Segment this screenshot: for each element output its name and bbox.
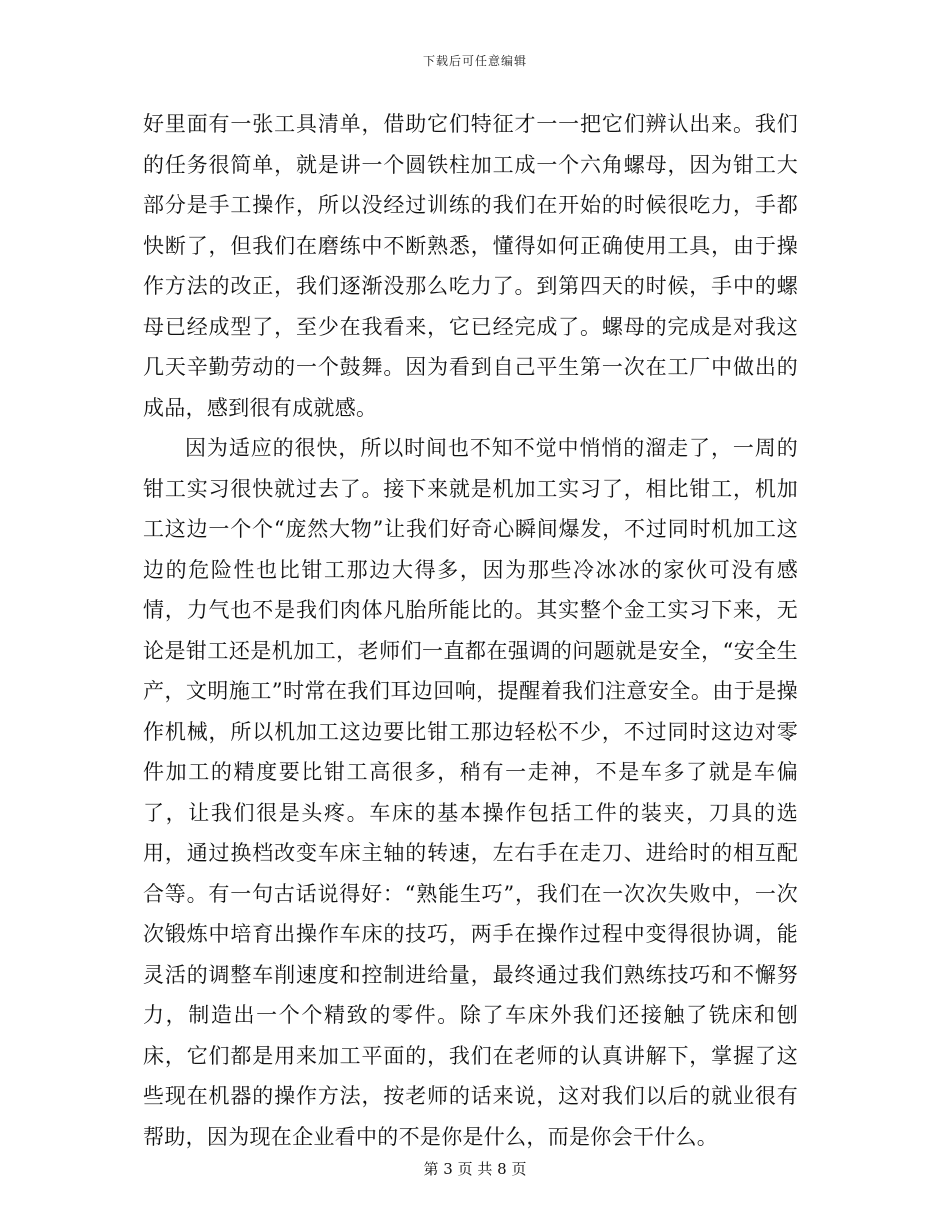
document-body <box>143 104 798 1157</box>
page-number-footer: 第 3 页 共 8 页 <box>423 1160 527 1178</box>
body-paragraph-1: 好里面有一张工具清单，借助它们特征才一一把它们辨认出来。我们的任务很简单，就是讲一个圆铁柱加工成一个六角螺母，因为钳工大部分是手工操作，所以没经过训练的我们在开始的时候很吃力，手都快断了，但我们在磨练中不断熟悉，懂得如何正确使用工具，由于操作方法的改正，我们逐渐没那么吃力了。到第四天的时候，手中的螺母已经成型了，至少在我看来，它已经完成了。螺母的完成是对我这几天辛勤劳动的一个鼓舞。因为看到自己平生第一次在工厂中做出的成品，感到很有成就感。 <box>143 112 798 420</box>
page-header-note: 下载后可任意编辑 <box>422 54 527 68</box>
body-paragraph-2: 因为适应的很快，所以时间也不知不觉中悄悄的溜走了，一周的钳工实习很快就过去了。接下来就是机加工实习了，相比钳工，机加工这边一个个“庞然大物”让我们好奇心瞬间爆发，不过同时机加工这边的危险性也比钳工那边大得多，因为那些冷冰冰的家伙可没有感情，力气也不是我们肉体凡胎所能比的。其实整个金工实习下来，无论是钳工还是机加工，老师们一直都在强调的问题就是安全，“安全生产，文明施工”时常在我们耳边回响，提醒着我们注意安全。由于是操作机械，所以机加工这边要比钳工那边轻松不少，不过同时这边对零件加工的精度要比钳工高很多，稍有一走神，不是车多了就是车偏了，让我们很是头疼。车床的基本操作包括工件的装夹，刀具的选用，通过换档改变车床主轴的转速，左右手在走刀、进给时的相互配合等。有一句古话说得好：“熟能生巧”，我们在一次次失败中，一次次锻炼中培育出操作车床的技巧，两手在操作过程中变得很协调，能灵活的调整车削速度和控制进给量，最终通过我们熟练技巧和不懈努力，制造出一个个精致的零件。除了车床外我们还接触了铣床和刨床，它们都是用来加工平面的，我们在老师的认真讲解下，掌握了这些现在机器的操作方法，按老师的话来说，这对我们以后的就业很有帮助，因为现在企业看中的不是你是什么，而是你会干什么。 <box>143 436 798 1149</box>
